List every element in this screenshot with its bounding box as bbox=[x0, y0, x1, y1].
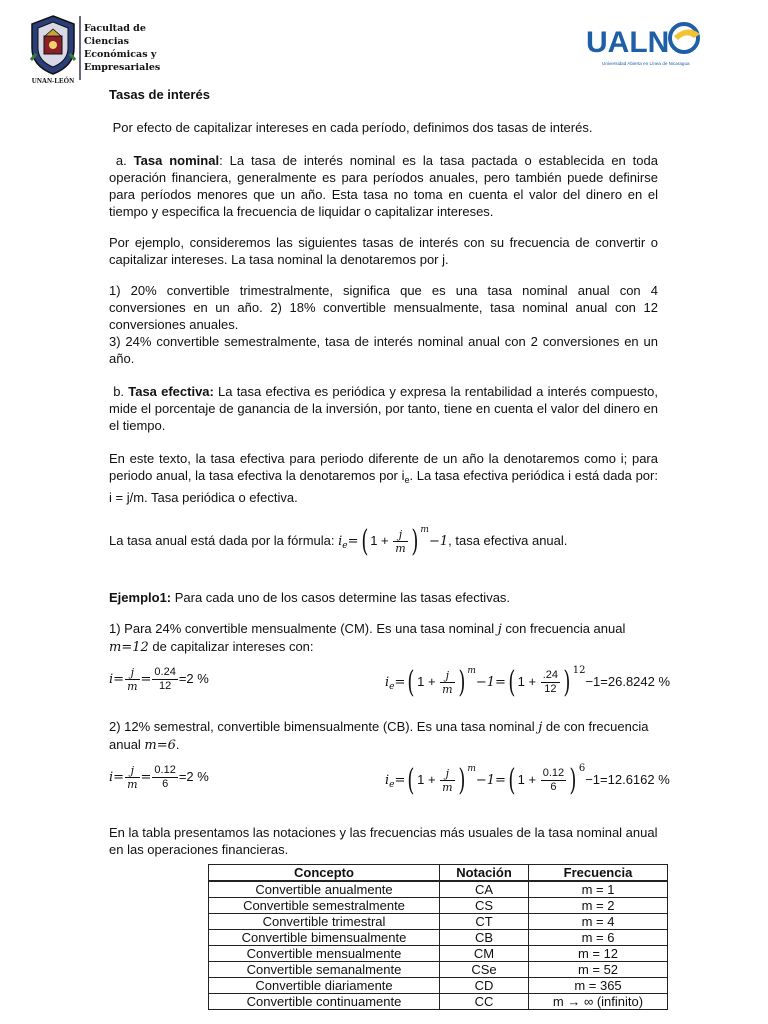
nominal-label: Tasa nominal bbox=[133, 153, 220, 168]
divider bbox=[79, 16, 81, 80]
table-row bbox=[209, 881, 668, 898]
nominal-paragraph: a. Tasa nominal: La tasa de interés nominal es la tasa pactada o establecida en toda operación financiera, generalmente es para períodos anuales, pero también puede definirse para períodos menores que un año. Esta tasa no toma en cuenta el valor del dinero en el tiempo y especifica la frecuencia de liquidar o capitalizar intereses. bbox=[109, 153, 658, 219]
table-cell: Convertible continuamente bbox=[209, 994, 440, 1010]
ualn-logo-text: UALN bbox=[586, 26, 670, 59]
table-cell: CT bbox=[440, 914, 529, 930]
table-row bbox=[209, 978, 668, 994]
table-cell: CM bbox=[440, 946, 529, 962]
column-header: Frecuencia bbox=[529, 865, 668, 882]
example-intro: Por ejemplo, consideremos las siguientes tasas de interés con su frecuencia de convertir o capitalizar intereses. La tasa nominal la denotaremos por j. bbox=[109, 235, 658, 267]
case1-text: 1) Para 24% convertible mensualmente (CM). Es una tasa nominal j con frecuencia anual m=12 de capitalizar intereses con: bbox=[109, 621, 626, 655]
table-cell: CSe bbox=[440, 962, 529, 978]
examples-list: 1) 20% convertible trimestralmente, significa que es una tasa nominal anual con 4 conversiones en un año. 2) 18% convertible mensualmente, tasa nominal anual con 12 conversiones anuales. bbox=[109, 283, 658, 332]
page-header bbox=[0, 0, 768, 92]
table-cell: Convertible bimensualmente bbox=[209, 930, 440, 946]
table-cell: Convertible diariamente bbox=[209, 978, 440, 994]
table-row bbox=[209, 946, 668, 962]
unan-leon-seal-icon bbox=[28, 14, 78, 76]
table-cell: Convertible trimestral bbox=[209, 914, 440, 930]
case2-effective-formula: $i_e=$( 1 + $\frac{j}{m}$ ) $^m$−1=( 1 + $\frac{0.12}{6}$ ) $^6$−1=12.6162 % bbox=[385, 763, 670, 798]
table-cell: CA bbox=[440, 881, 529, 898]
table-row bbox=[209, 914, 668, 930]
ejemplo-heading: Ejemplo1: Para cada uno de los casos determine las tasas efectivas. bbox=[109, 590, 511, 605]
examples-list-3: 3) 24% convertible semestralmente, tasa de interés nominal anual con 2 conversiones en un año. bbox=[109, 334, 658, 366]
intro-paragraph: Por efecto de capitalizar intereses en cada período, definimos dos tasas de interés. bbox=[112, 120, 593, 135]
table-header-row bbox=[209, 865, 668, 882]
table-cell: m = 52 bbox=[529, 962, 668, 978]
faculty-line: Facultad de bbox=[84, 23, 146, 34]
case1-formulas bbox=[109, 662, 671, 712]
ualn-logo-icon bbox=[584, 16, 704, 72]
table-cell: CS bbox=[440, 898, 529, 914]
table-cell: m = 6 bbox=[529, 930, 668, 946]
table-cell: m → ∞ (infinito) bbox=[529, 994, 668, 1010]
faculty-name bbox=[84, 22, 160, 74]
table-cell: m = 2 bbox=[529, 898, 668, 914]
periodic-paragraph: En este texto, la tasa efectiva para periodo diferente de un año la denotaremos como i; para periodo anual, la tasa efectiva la denotaremos por $i_e$. La tasa efectiva periódica i está dada por: i = j/m. Tasa periódica o efectiva. bbox=[109, 451, 658, 505]
frequency-table bbox=[208, 864, 668, 1010]
efectiva-label: Tasa efectiva: bbox=[128, 384, 214, 399]
table-row bbox=[209, 930, 668, 946]
table-cell: Convertible semanalmente bbox=[209, 962, 440, 978]
table-row bbox=[209, 898, 668, 914]
annual-formula-line: La tasa anual está dada por la fórmula: $i_e=$( 1 + $\frac{j}{m}$ ) $^m$−1, tasa efectiva anual. bbox=[109, 524, 568, 559]
table-cell: CB bbox=[440, 930, 529, 946]
faculty-line: Económicas y bbox=[84, 49, 157, 60]
column-header: Notación bbox=[440, 865, 529, 882]
table-cell: Convertible semestralmente bbox=[209, 898, 440, 914]
table-cell: CC bbox=[440, 994, 529, 1010]
page-title: Tasas de interés bbox=[109, 87, 210, 102]
table-row bbox=[209, 962, 668, 978]
case2-periodic-formula: i= $\frac{j}{m}$ = $\frac{0.12}{6}$ =2 % bbox=[109, 764, 209, 791]
document-body bbox=[109, 80, 671, 858]
efectiva-paragraph: b. Tasa efectiva: La tasa efectiva es periódica y expresa la rentabilidad a interés compuesto, mide el porcentaje de ganancia de la inversión, por tanto, tiene en cuenta el valor del dinero en el tiempo. bbox=[109, 384, 658, 433]
table-cell: m = 4 bbox=[529, 914, 668, 930]
faculty-line: Ciencias bbox=[84, 36, 130, 47]
seal-caption: UNAN-LEÓN bbox=[31, 77, 75, 85]
case2-text: 2) 12% semestral, convertible bimensualmente (CB). Es una tasa nominal j de con frecuencia anual m=6. bbox=[109, 719, 649, 753]
table-cell: m = 12 bbox=[529, 946, 668, 962]
table-cell: Convertible anualmente bbox=[209, 881, 440, 898]
ualn-logo-subtitle: Universidad Abierta en Línea de Nicaragua bbox=[602, 61, 690, 66]
column-header: Concepto bbox=[209, 865, 440, 882]
faculty-line: Empresariales bbox=[84, 62, 161, 73]
table-cell: Convertible mensualmente bbox=[209, 946, 440, 962]
table-cell: CD bbox=[440, 978, 529, 994]
case2-formulas bbox=[109, 760, 670, 810]
table-cell: m = 365 bbox=[529, 978, 668, 994]
table-cell: m = 1 bbox=[529, 881, 668, 898]
table-row bbox=[209, 994, 668, 1010]
table-intro: En la tabla presentamos las notaciones y las frecuencias más usuales de la tasa nominal anual en las operaciones financieras. bbox=[109, 825, 658, 857]
annual-formula: $i_e=$( 1 + $\frac{j}{m}$ ) $^m$−1 bbox=[338, 524, 449, 559]
case1-effective-formula: $i_e=$( 1 + $\frac{j}{m}$ ) $^m$−1=( 1 + $\frac{.24}{12}$ ) $^{12}$−1=26.8242 % bbox=[385, 665, 671, 700]
case1-periodic-formula: i= $\frac{j}{m}$ = $\frac{0.24}{12}$ =2 % bbox=[109, 666, 209, 693]
